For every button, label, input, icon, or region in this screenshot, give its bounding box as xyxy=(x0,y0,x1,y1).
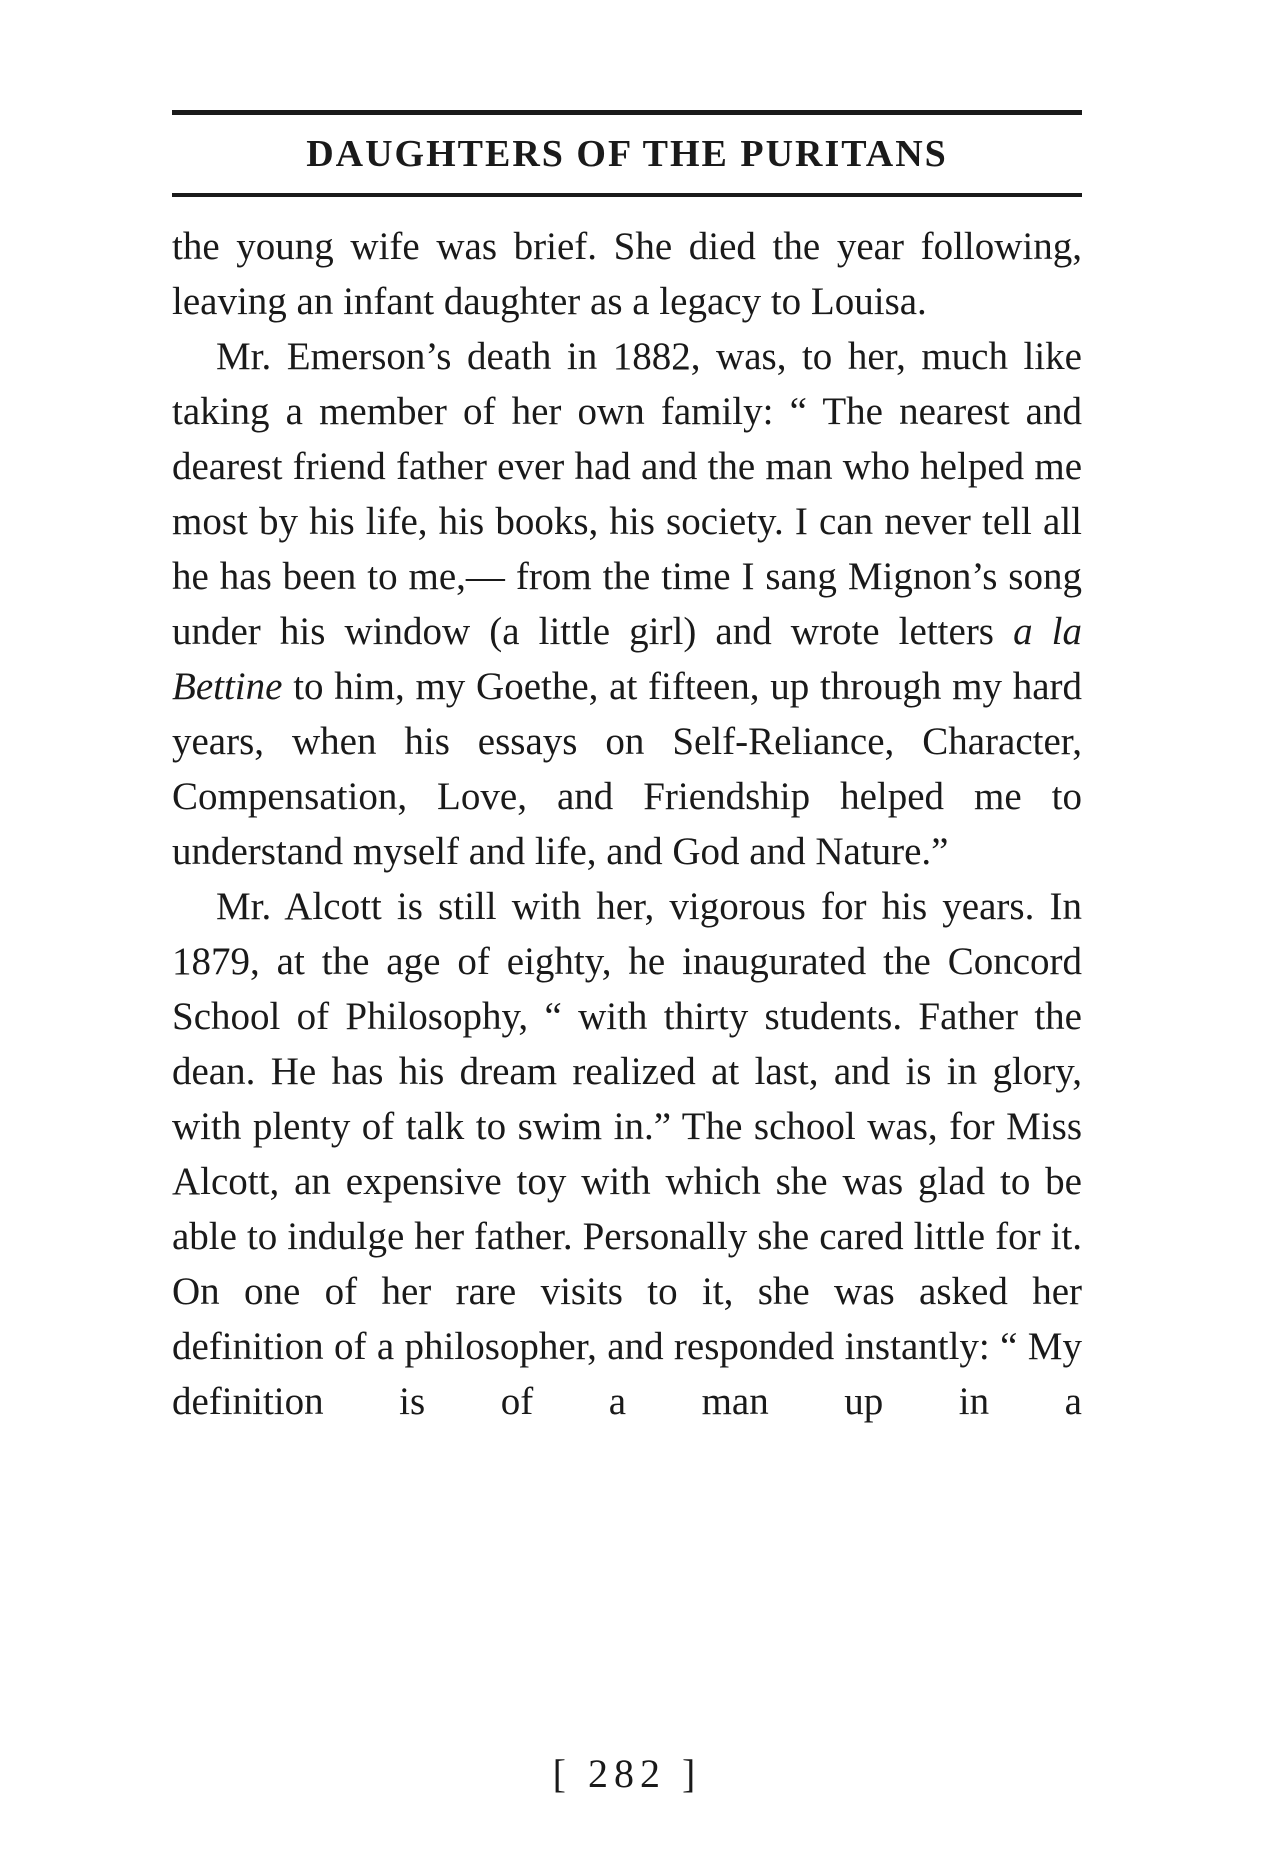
header-rule-top xyxy=(172,110,1082,115)
page-number: [ 282 ] xyxy=(552,1751,702,1796)
body-text xyxy=(172,219,1082,1429)
paragraph-1 xyxy=(172,219,1082,329)
paragraph-3-text: Mr. Alcott is still with her, vigorous for his years. In 1879, at the age of eighty, he inaugurated the Concord School of Philosophy, “ with thirty students. Father the dean. He has his dream realized at last, and is in glory, with plenty of talk to swim in.” The school was, for Miss Alcott, an expensive toy with which she was glad to be able to indulge her father. Personally she cared little for it. On one of her rare visits to it, she was asked her definition of a philosopher, and responded instantly: “ My definition is of a man up in a xyxy=(172,885,1082,1423)
book-page xyxy=(172,110,1082,1796)
paragraph-2-after: to him, my Goethe, at fifteen, up through my hard years, when his essays on Self-Reliance, Character, Compensation, Love, and Friendship helped me to understand myself and life, and God and Nature.” xyxy=(172,665,1082,873)
paragraph-3 xyxy=(172,879,1082,1429)
paragraph-2-italic: a la Bettine xyxy=(172,610,1082,708)
header-rule-bottom xyxy=(172,193,1082,197)
running-title: DAUGHTERS OF THE PURITANS xyxy=(306,133,948,175)
paragraph-2 xyxy=(172,329,1082,879)
paragraph-2-text: Mr. Emerson’s death in 1882, was, to her, much like taking a member of her own family: “ The nearest and dearest friend father ever had and the man who helped me most by his life, his books, his society. I can never tell all he has been to me,— from the time I sang Mignon’s song under his window (a little girl) and wrote letters xyxy=(172,335,1082,653)
paragraph-1-text: the young wife was brief. She died the year following, leaving an infant daughter as a legacy to Louisa. xyxy=(172,225,1082,323)
